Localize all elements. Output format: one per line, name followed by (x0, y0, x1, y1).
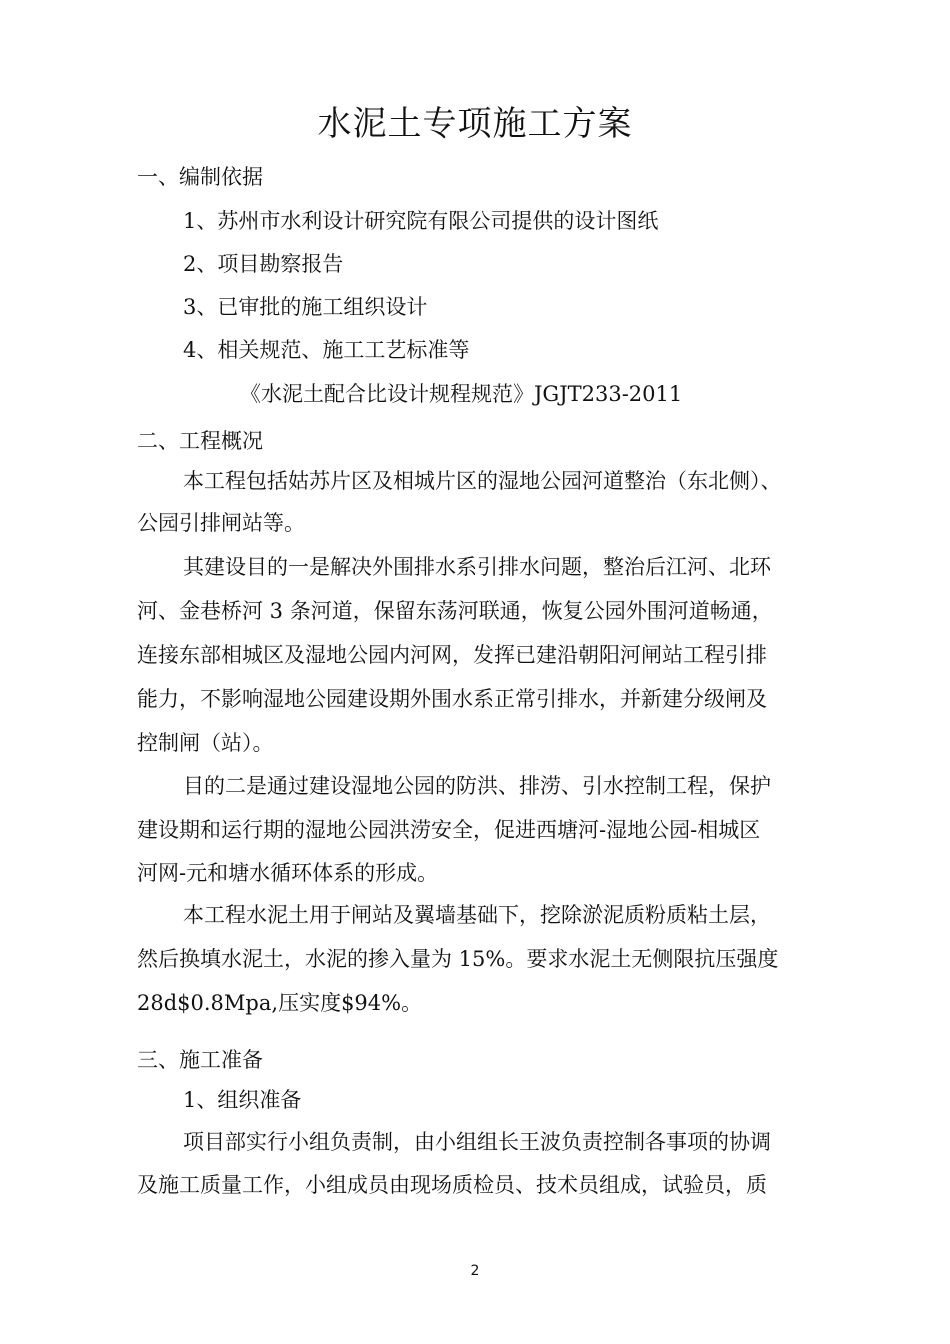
page-number: 2 (470, 1263, 480, 1279)
section-heading-preparation: 三、施工准备 (137, 1048, 263, 1072)
overview-paragraph-line: 目的二是通过建设湿地公园的防洪、排涝、引水控制工程，保护 (183, 774, 771, 798)
overview-paragraph-line: 公园引排闸站等。 (137, 511, 305, 535)
overview-paragraph-line: 河、金巷桥河 3 条河道，保留东荡河联通，恢复公园外围河道畅通， (137, 599, 773, 623)
standard-reference: 《水泥土配合比设计规程规范》JGJT233-2011 (240, 382, 683, 406)
preparation-paragraph-line: 项目部实行小组负责制，由小组组长王波负责控制各事项的协调 (183, 1130, 771, 1154)
basis-item: 3、已审批的施工组织设计 (183, 295, 428, 319)
overview-paragraph-line: 建设期和运行期的湿地公园洪涝安全，促进西塘河-湿地公园-相城区 (137, 818, 761, 842)
document-title: 水泥土专项施工方案 (317, 104, 633, 144)
overview-paragraph-line: 28d$0.8Mpa,压实度$94%。 (137, 991, 423, 1015)
overview-paragraph-line: 河网-元和塘水循环体系的形成。 (137, 861, 439, 885)
section-heading-overview: 二、工程概况 (137, 429, 263, 453)
overview-paragraph-line: 本工程水泥土用于闸站及翼墙基础下，挖除淤泥质粉质粘土层， (183, 903, 771, 927)
overview-paragraph-line: 本工程包括姑苏片区及相城片区的湿地公园河道整治（东北侧）、 (183, 469, 782, 493)
preparation-paragraph-line: 及施工质量工作，小组成员由现场质检员、技术员组成，试验员，质 (137, 1173, 767, 1197)
overview-paragraph-line: 其建设目的一是解决外围排水系引排水问题，整治后江河、北环 (183, 555, 771, 579)
basis-item: 2、项目勘察报告 (183, 252, 344, 276)
overview-paragraph-line: 连接东部相城区及湿地公园内河网，发挥已建沿朝阳河闸站工程引排 (137, 643, 767, 667)
basis-item: 1、苏州市水利设计研究院有限公司提供的设计图纸 (183, 209, 659, 233)
overview-paragraph-line: 能力，不影响湿地公园建设期外围水系正常引排水，并新建分级闸及 (137, 687, 767, 711)
preparation-subheading: 1、组织准备 (183, 1088, 302, 1112)
basis-item: 4、相关规范、施工工艺标准等 (183, 338, 470, 362)
overview-paragraph-line: 控制闸（站）。 (137, 731, 274, 755)
overview-paragraph-line: 然后换填水泥土，水泥的掺入量为 15%。要求水泥土无侧限抗压强度 (137, 947, 779, 971)
section-heading-basis: 一、编制依据 (137, 165, 263, 189)
